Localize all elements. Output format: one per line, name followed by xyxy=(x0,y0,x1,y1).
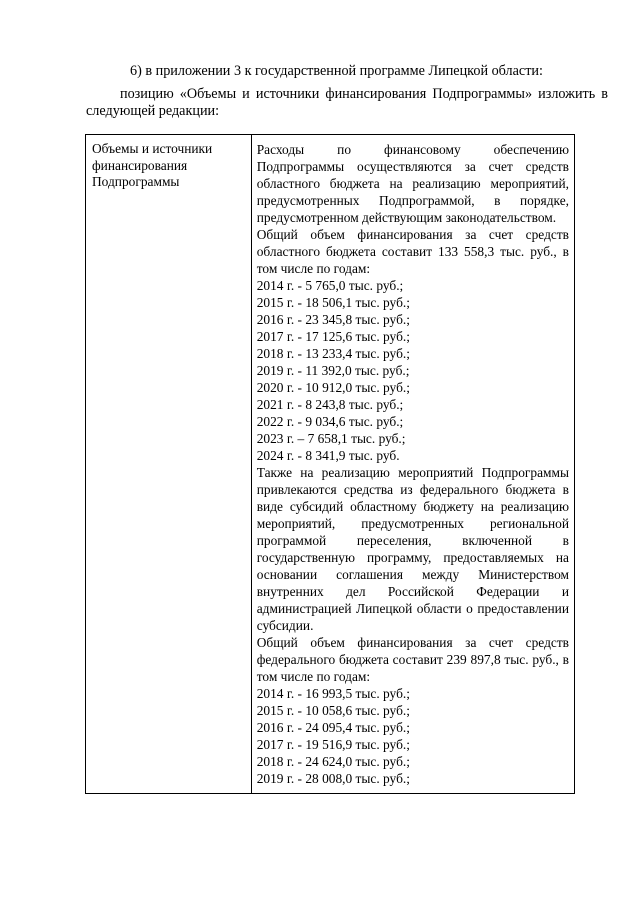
table-row xyxy=(86,135,575,794)
paragraph-regional-total: Общий объем финансирования за счет средств областного бюджета составит 133 558,3 тыс. руб., в том числе по годам: xyxy=(256,227,569,276)
year-amount-line: 2016 г. - 23 345,8 тыс. руб.; xyxy=(256,312,410,327)
funding-table xyxy=(85,134,575,794)
year-amount-line: 2019 г. - 11 392,0 тыс. руб.; xyxy=(256,363,410,378)
year-amount-line: 2024 г. - 8 341,9 тыс. руб. xyxy=(256,448,400,463)
year-amount-line: 2023 г. – 7 658,1 тыс. руб.; xyxy=(256,431,406,446)
year-amount-line: 2016 г. - 24 095,4 тыс. руб.; xyxy=(256,720,410,735)
year-amount-line: 2018 г. - 13 233,4 тыс. руб.; xyxy=(256,346,410,361)
right-cell xyxy=(251,135,574,794)
year-amount-line: 2017 г. - 19 516,9 тыс. руб.; xyxy=(256,737,410,752)
left-header: Объемы и источники финансирования Подпрограммы xyxy=(92,141,213,189)
year-amount-line: 2017 г. - 17 125,6 тыс. руб.; xyxy=(256,329,410,344)
paragraph-federal-total: Общий объем финансирования за счет средств федерального бюджета составит 239 897,8 тыс. руб., в том числе по годам: xyxy=(256,635,569,684)
year-amount-line: 2019 г. - 28 008,0 тыс. руб.; xyxy=(256,771,410,786)
year-amount-line: 2018 г. - 24 624,0 тыс. руб.; xyxy=(256,754,410,769)
paragraph-expenses: Расходы по финансовому обеспечению Подпрограммы осуществляются за счет средств областного бюджета на реализацию мероприятий, предусмотренных Подпрограммой, в порядке, предусмотренном действующим законодательством. xyxy=(256,142,569,225)
intro-line-1: 6) в приложении 3 к государственной программе Липецкой области: xyxy=(130,63,543,79)
paragraph-federal-subsidy: Также на реализацию мероприятий Подпрограммы привлекаются средства из федерального бюджета в виде субсидий областному бюджету на реализацию мероприятий, предусмотренных региональной программой переселения, включенной в государственную программу, предоставляемых на основании соглашения между Министерством внутренних дел Российской Федерации и администрацией Липецкой области о предоставлении субсидии. xyxy=(256,465,569,633)
year-amount-line: 2020 г. - 10 912,0 тыс. руб.; xyxy=(256,380,410,395)
year-amount-line: 2014 г. - 5 765,0 тыс. руб.; xyxy=(256,278,404,293)
year-amount-line: 2021 г. - 8 243,8 тыс. руб.; xyxy=(256,397,404,412)
year-amount-line: 2015 г. - 18 506,1 тыс. руб.; xyxy=(256,295,410,310)
year-amount-line: 2022 г. - 9 034,6 тыс. руб.; xyxy=(256,414,404,429)
year-amount-line: 2015 г. - 10 058,6 тыс. руб.; xyxy=(256,703,410,718)
left-cell xyxy=(86,135,252,794)
intro-line-2: позицию «Объемы и источники финансирования Подпрограммы» изложить в следующей редакции: xyxy=(86,86,608,119)
federal-year-list xyxy=(257,685,569,787)
year-amount-line: 2014 г. - 16 993,5 тыс. руб.; xyxy=(256,686,410,701)
regional-year-list xyxy=(257,277,569,464)
